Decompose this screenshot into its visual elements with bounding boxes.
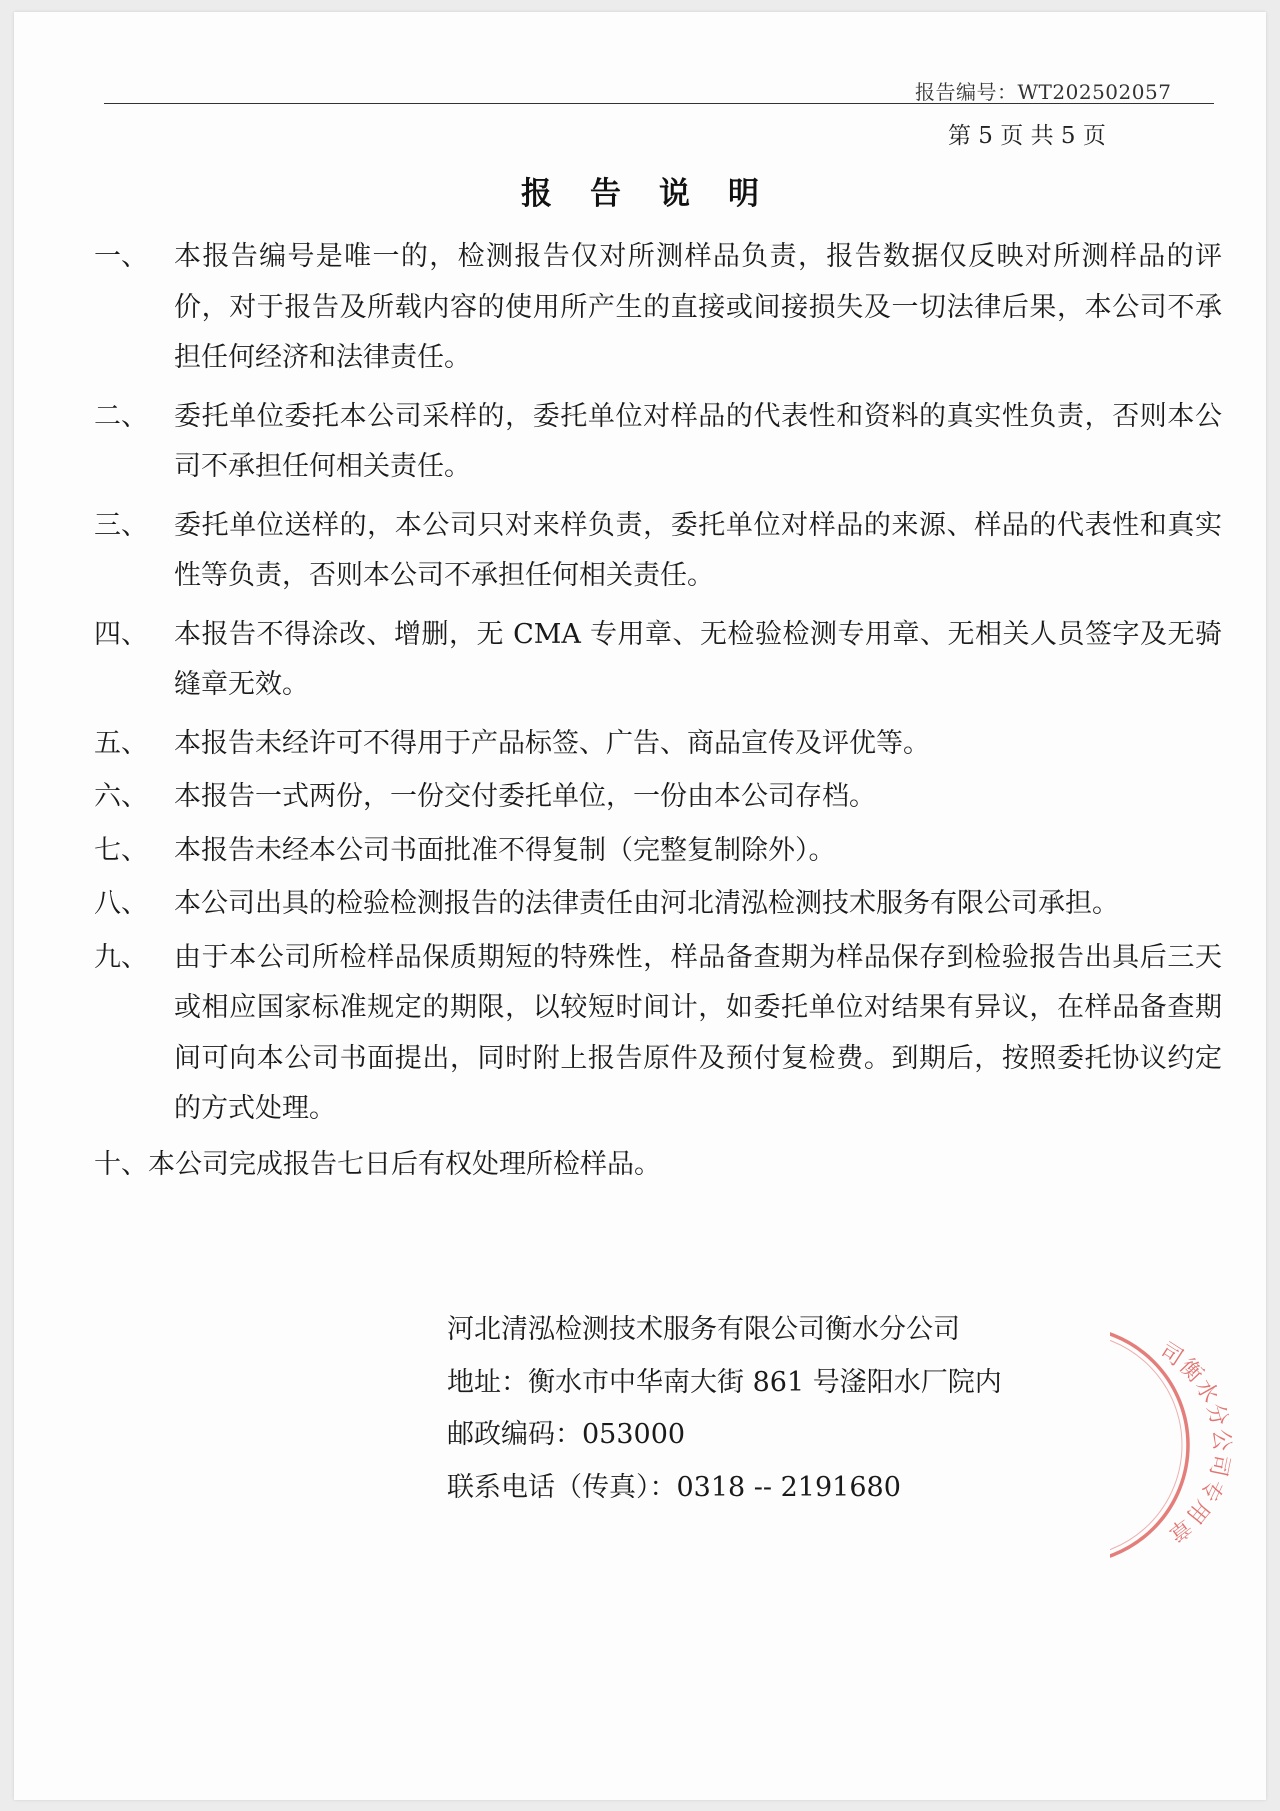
clause-text: 本报告编号是唯一的，检测报告仅对所测样品负责，报告数据仅反映对所测样品的评价，对于报告及所载内容的使用所产生的直接或间接损失及一切法律后果，本公司不承担任何经济和法律责任。 [174, 241, 1222, 373]
clause-text: 本公司出具的检验检测报告的法律责任由河北清泓检测技术服务有限公司承担。 [174, 888, 1119, 919]
page-indicator: 第 5 页 共 5 页 [948, 123, 1106, 149]
seal-text: 司衡水分公司专用章 [1155, 1338, 1234, 1548]
clause-number: 三、 [94, 509, 148, 541]
phone-fax: 联系电话（传真）：0318 -- 2191680 [447, 1471, 901, 1503]
page-title: 报告说明 [521, 176, 797, 212]
clause-item [94, 719, 1222, 770]
clause-text: 由于本公司所检样品保质期短的特殊性，样品备查期为样品保存到检验报告出具后三天或相应国家标准规定的期限，以较短时间计，如委托单位对结果有异议，在样品备查期间可向本公司书面提出，同时附上报告原件及预付复检费。到期后，按照委托协议约定的方式处理。 [174, 941, 1222, 1124]
postal-code: 邮政编码：053000 [447, 1419, 686, 1450]
clause-item [94, 933, 1222, 1135]
seal-stamp [1110, 1325, 1270, 1560]
clause-text: 本报告不得涂改、增删，无 CMA 专用章、无检验检测专用章、无相关人员签字及无骑缝章无效。 [174, 618, 1222, 700]
clause-text: 本报告一式两份，一份交付委托单位，一份由本公司存档。 [174, 781, 876, 812]
header-divider [104, 103, 1214, 104]
clause-number: 七、 [94, 834, 148, 866]
company-address: 地址：衡水市中华南大街 861 号滏阳水厂院内 [447, 1366, 1002, 1398]
clause-number: 十、 [94, 1148, 148, 1180]
clause-item [94, 826, 1222, 877]
clause-list [94, 232, 1222, 1190]
clause-text: 委托单位委托本公司采样的，委托单位对样品的代表性和资料的真实性负责，否则本公司不承担任何相关责任。 [174, 400, 1222, 482]
clause-number: 九、 [94, 941, 148, 973]
clause-item [94, 1140, 1222, 1191]
clause-item [94, 772, 1222, 823]
clause-number: 二、 [94, 400, 148, 432]
company-name: 河北清泓检测技术服务有限公司衡水分公司 [447, 1314, 960, 1345]
clause-number: 一、 [94, 241, 148, 272]
svg-text:司衡水分公司专用章 [1155, 1338, 1234, 1547]
clause-item [94, 232, 1222, 384]
clause-number: 六、 [94, 781, 148, 812]
clause-number: 五、 [94, 727, 148, 759]
clause-number: 四、 [94, 618, 148, 650]
clause-text: 本报告未经许可不得用于产品标签、广告、商品宣传及评优等。 [174, 727, 930, 759]
clause-item [94, 501, 1222, 602]
clause-number: 八、 [94, 888, 148, 919]
contact-block [447, 1304, 1002, 1514]
clause-item [94, 392, 1222, 493]
seal-stamp-icon [1110, 1325, 1270, 1560]
clause-text: 委托单位送样的，本公司只对来样负责，委托单位对样品的来源、样品的代表性和真实性等负责，否则本公司不承担任何相关责任。 [174, 509, 1222, 591]
clause-item [94, 879, 1222, 930]
report-number: 报告编号：WT202502057 [915, 80, 1172, 104]
clause-item [94, 610, 1222, 711]
clause-text: 本公司完成报告七日后有权处理所检样品。 [148, 1148, 661, 1180]
clause-text: 本报告未经本公司书面批准不得复制（完整复制除外）。 [174, 834, 836, 866]
